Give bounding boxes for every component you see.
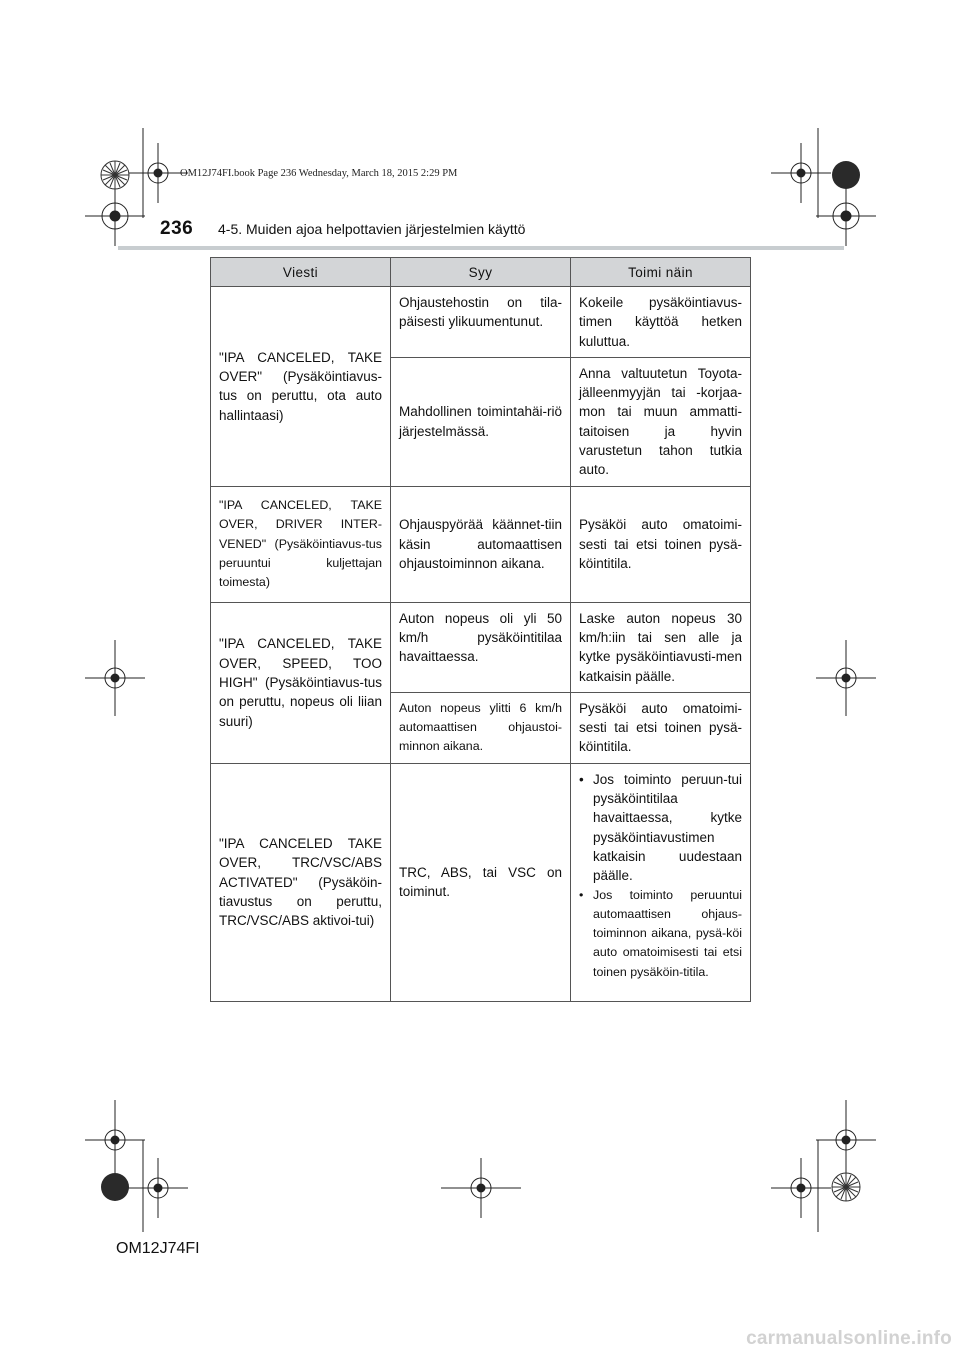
cause-cell: Auton nopeus ylitti 6 km/h automaattisen ohjaustoi-minnon aikana. bbox=[391, 692, 571, 763]
cause-cell: Auton nopeus oli yli 50 km/h pysäköintitilaa havaittaessa. bbox=[391, 602, 571, 692]
book-file-info: OM12J74FI.book Page 236 Wednesday, March 18, 2015 2:29 PM bbox=[180, 168, 458, 179]
message-cell: "IPA CANCELED, TAKE OVER" (Pysäköintiavus-tus on peruttu, ota auto hallintaasi) bbox=[211, 287, 391, 487]
action-cell bbox=[571, 763, 751, 1001]
action-list-item: • Jos toiminto peruuntui automaattisen ohjaus-toiminnon aikana, pysä-köi auto omatoimisesti tai etsi toinen pysäköin-titila. bbox=[579, 886, 742, 982]
column-header-message: Viesti bbox=[211, 258, 391, 287]
message-table bbox=[210, 257, 751, 1002]
footer-manual-code: OM12J74FI bbox=[116, 1240, 200, 1257]
dark-circle-mark-icon bbox=[100, 1172, 130, 1202]
registration-target-icon bbox=[128, 1158, 188, 1218]
cause-cell: Ohjauspyörää käännet-tiin käsin automaattisen ohjaustoiminnon aikana. bbox=[391, 486, 571, 602]
watermark: carmanualsonline.info bbox=[746, 1328, 952, 1349]
cause-cell: Ohjaustehostin on tila-päisesti ylikuumentunut. bbox=[391, 287, 571, 358]
page-number: 236 bbox=[160, 218, 194, 239]
header-rule bbox=[118, 246, 844, 250]
table-row bbox=[211, 287, 751, 358]
table-row bbox=[211, 763, 751, 1001]
action-cell: Kokeile pysäköintiavus-timen käyttöä hetken kuluttua. bbox=[571, 287, 751, 358]
action-cell: Pysäköi auto omatoimi-sesti tai etsi toinen pysä-köintitila. bbox=[571, 486, 751, 602]
registration-target-icon bbox=[771, 143, 831, 203]
action-cell: Anna valtuutetun Toyota-jälleenmyyjän tai -korjaa-mon tai muun ammatti-taitoisen ja hyvin varustetun tahon tutkia auto. bbox=[571, 357, 751, 486]
table-header-row bbox=[211, 258, 751, 287]
cause-cell: TRC, ABS, tai VSC on toiminut. bbox=[391, 763, 571, 1001]
registration-target-icon bbox=[441, 1158, 521, 1218]
column-header-cause: Syy bbox=[391, 258, 571, 287]
table-row bbox=[211, 486, 751, 602]
registration-target-icon bbox=[85, 648, 145, 708]
registration-target-icon bbox=[128, 143, 188, 203]
message-cell: "IPA CANCELED, TAKE OVER, DRIVER INTER-VENED" (Pysäköintiavus-tus peruuntui kuljettajan toimesta) bbox=[211, 486, 391, 602]
action-list-item: • Jos toiminto peruun-tui pysäköintitilaa havaittaessa, kytke pysäköintiavustimen katkaisin uudestaan päälle. bbox=[579, 770, 742, 886]
action-list bbox=[579, 770, 742, 982]
starburst-mark-icon bbox=[100, 160, 130, 190]
section-title: 4-5. Muiden ajoa helpottavien järjestelmien käyttö bbox=[218, 221, 526, 237]
message-cell: "IPA CANCELED TAKE OVER, TRC/VSC/ABS ACTIVATED" (Pysäköin-tiavustus on peruttu, TRC/VSC/ABS aktivoi-tui) bbox=[211, 763, 391, 1001]
registration-target-icon bbox=[816, 648, 876, 708]
registration-target-icon bbox=[771, 1158, 831, 1218]
message-cell: "IPA CANCELED, TAKE OVER, SPEED, TOO HIGH" (Pysäköintiavus-tus on peruttu, nopeus oli liian suuri) bbox=[211, 602, 391, 763]
action-cell: Pysäköi auto omatoimi-sesti tai etsi toinen pysä-köintitila. bbox=[571, 692, 751, 763]
column-header-action: Toimi näin bbox=[571, 258, 751, 287]
starburst-mark-icon bbox=[831, 1172, 861, 1202]
table-row bbox=[211, 602, 751, 692]
cause-cell: Mahdollinen toimintahäi-riö järjestelmässä. bbox=[391, 357, 571, 486]
dark-circle-mark-icon bbox=[831, 160, 861, 190]
action-cell: Laske auton nopeus 30 km/h:iin tai sen alle ja kytke pysäköintiavusti-men katkaisin päälle. bbox=[571, 602, 751, 692]
